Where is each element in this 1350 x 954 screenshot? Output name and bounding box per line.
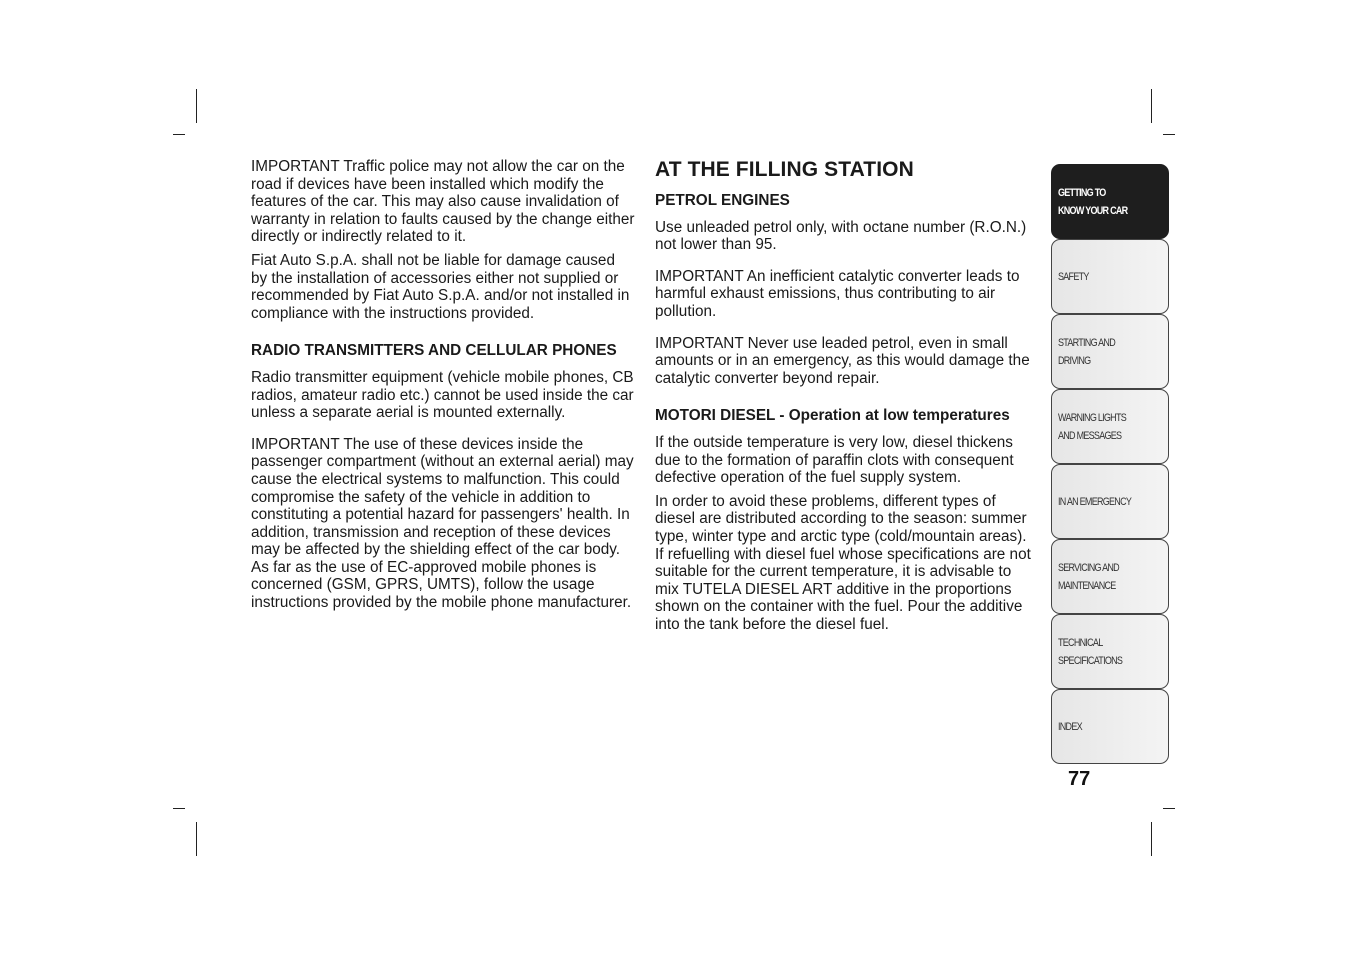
crop-mark [173, 808, 185, 809]
tab-in-an-emergency[interactable]: IN AN EMERGENCY [1051, 464, 1169, 539]
crop-mark [173, 134, 185, 135]
paragraph: If the outside temperature is very low, diesel thickens due to the formation of paraffin clots with consequent defective operation of the fuel supply system. [655, 433, 1014, 487]
tab-servicing-and-maintenance[interactable]: SERVICING AND MAINTENANCE [1051, 539, 1169, 614]
paragraph: Fiat Auto S.p.A. shall not be liable for damage caused by the installation of accessories either not supplied or recommended by Fiat Auto S.p.A. and/or not installed in compliance with the instructions provided. [251, 251, 630, 322]
crop-mark [196, 89, 197, 123]
paragraph: IMPORTANT Never use leaded petrol, even in small amounts or in an emergency, as this would damage the catalytic converter beyond repair. [655, 334, 1030, 387]
paragraph: In order to avoid these problems, different types of diesel are distributed according to the season: summer type, winter type and arctic type (cold/mountain areas). If refuelling with diesel fuel whose specifications are not suitable for the current temperature, it is advisable to mix TUTELA DIESEL ART additive in the proportions shown on the container with the fuel. Pour the additive into the tank before the diesel fuel. [655, 492, 1031, 633]
tab-starting-and-driving[interactable]: STARTING AND DRIVING [1051, 314, 1169, 389]
crop-mark [1163, 808, 1175, 809]
crop-mark [1151, 89, 1152, 123]
paragraph: IMPORTANT Traffic police may not allow the car on the road if devices have been installed which modify the features of the car. This may also cause invalidation of warranty in relation to faults caused by the change either directly or indirectly related to it. [251, 158, 635, 246]
tab-warning-lights[interactable]: WARNING LIGHTS AND MESSAGES [1051, 389, 1169, 464]
tab-getting-to-know-your-car[interactable]: GETTING TO KNOW YOUR CAR [1051, 164, 1169, 239]
section-heading: MOTORI DIESEL - Operation at low temperatures [655, 407, 1010, 425]
tab-technical-specifications[interactable]: TECHNICAL SPECIFICATIONS [1051, 614, 1169, 689]
paragraph: IMPORTANT The use of these devices inside the passenger compartment (without an external aerial) may cause the electrical systems to malfunction. This could compromise the safety of the vehicle in addition to constituting a potential hazard for passengers' health. In addition, transmission and reception of these devices may be affected by the shielding effect of the car body. As far as the use of EC-approved mobile phones is concerned (GSM, GPRS, UMTS), follow the usage instructions provided by the mobile phone manufacturer. [251, 435, 634, 612]
section-heading: PETROL ENGINES [655, 192, 790, 209]
section-heading: RADIO TRANSMITTERS AND CELLULAR PHONES [251, 342, 617, 360]
middle-column [655, 158, 1035, 639]
paragraph: Use unleaded petrol only, with octane number (R.O.N.) not lower than 95. [655, 218, 1027, 254]
tab-safety[interactable]: SAFETY [1051, 239, 1169, 314]
tab-index[interactable]: INDEX [1051, 689, 1169, 764]
page-title: AT THE FILLING STATION [655, 158, 914, 181]
page-number: 77 [1068, 768, 1091, 790]
paragraph: Radio transmitter equipment (vehicle mobile phones, CB radios, amateur radio etc.) cannot be used inside the car unless a separate aerial is mounted externally. [251, 368, 634, 422]
paragraph: IMPORTANT An inefficient catalytic converter leads to harmful exhaust emissions, thus contributing to air pollution. [655, 267, 1020, 320]
chapter-tabs [1051, 164, 1169, 764]
crop-mark [1151, 822, 1152, 856]
crop-mark [1163, 134, 1175, 135]
left-column [251, 158, 635, 618]
crop-mark [196, 822, 197, 856]
